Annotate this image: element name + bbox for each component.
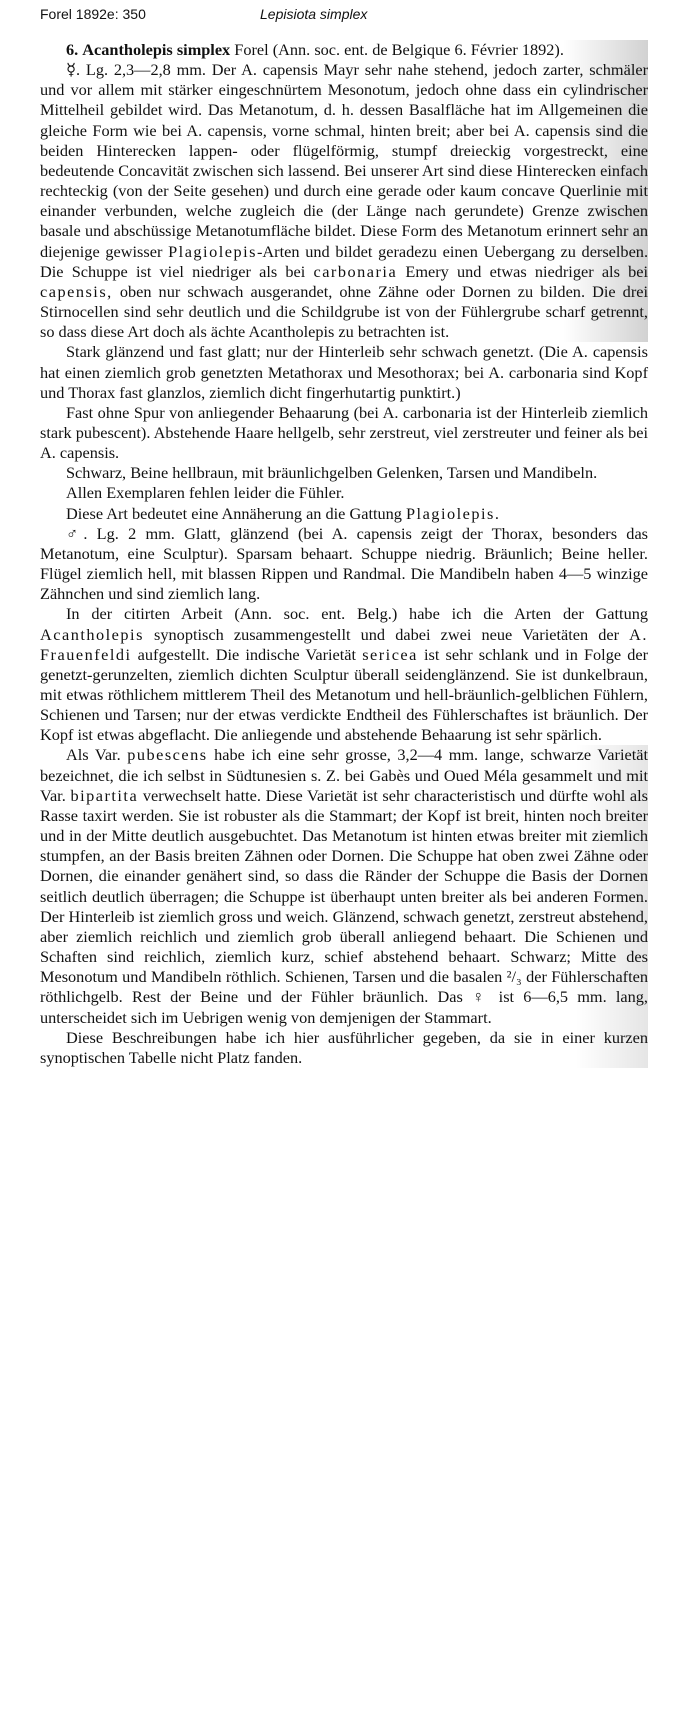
antennae-paragraph: Allen Exemplaren fehlen leider die Fühler. [66,483,345,503]
species-name: Acantholepis simplex [82,40,231,59]
page-header [40,6,640,28]
citation-reference: Forel 1892e: 350 [40,6,146,22]
affinity-genus: Plagiolepis. [406,503,501,523]
affinity-text: Diese Art bedeutet eine Annäherung an die Gattung [66,503,406,523]
genus-plagiolepis: Plagiolepis [168,241,257,261]
worker-text-1: Lg. 2,3—2,8 mm. Der A. capensis Mayr sehr nahe stehend, jedoch zarter, schmäler und vor allem mit stärker eingeschnürtem Mesonotum, jedoch ohne dass ein cylindrischer Mittelheil gebildet wird. Das Metanotum, d. h. dessen Basalfläche hat im Allgemeinen die gleiche Form wie bei A. capensis, vorne schmal, hinten breit; aber bei A. capensis sind die beiden Hinterecken lappen- oder flügelförmig, stumpf dreieckig vorgestreckt, eine bedeutende Concavität zwischen sich lassend. Bei unserer Art sind diese Hinterecken einfach rechteckig (von der Seite gesehen) und durch eine gerade oder kaum concave Querlinie mit einander verbunden, welche zugleich die (der Länge nach gerundete) Grenze zwischen basale und abschüssige Metanotumfläche bildet. Diese Form des Metanotum erinnert sehr an diejenige gewisser [40,60,648,261]
citation-text-c: aufgestellt. Die indische Varietät [131,644,363,664]
variety-pubescens: pubescens [127,745,208,765]
worker-text-2: -Arten und bildet geradezu einen Uebergang zu derselben. Die Schuppe ist viel niedriger als bei [40,241,649,281]
male-symbol: ♂. [66,523,88,543]
species-citation: Forel (Ann. soc. ent. de Belgique 6. Février 1892). [234,40,564,59]
species-carbonaria: carbonaria [313,261,398,281]
pubescens-text-c: verwechselt hatte. Diese Varietät ist sehr characteristisch und dürfte wohl als Rasse taxirt werden. Sie ist robuster als die Stammart; der Kopf ist breit, hinten noch breiter und in der Mitte deutlich ausgebuchtet. Das Metanotum ist hinten etwas breiter mit ziemlich stumpfen, an der Basis breiten Zähnen oder Dornen. Die Schuppe hat oben zwei Zähne oder Dornen, die einander genähert sind, so dass die Ränder der Schuppe die Basis der Dornen seitlich deutlich überragen; die Schuppe ist überhaupt unten breiter als bei anderen Formen. Der Hinterleib ist ziemlich gross und weich. Glänzend, schwach genetzt, zerstreut abstehend, aber ziemlich reichlich und ziemlich grob überall anliegend behaart. Die Schienen und Schaften sind reichlich, ziemlich kurz, schief abstehend behaart. Schwarz; Mitte des Mesonotum und Mandibeln röthlich. Schienen, Tarsen und die basalen ²/₃ der Fühlerschaften röthlichgelb. Rest der Beine und der Fühler bräunlich. Das ♀ ist 6—6,5 mm. lang, unterscheidet sich im Uebrigen wenig von demjenigen der Stammart. [40,785,648,1027]
worker-symbol: ☿. [66,60,81,80]
citation-paragraph [40,604,648,745]
pubescens-paragraph [40,745,648,1027]
pilosity-paragraph: Fast ohne Spur von anliegender Behaarung (bei A. carbonaria ist der Hinterleib ziemlich stark pubescent). Abstehende Haare hellgelb, sehr zerstreut, viel zerstreuter und feiner als bei A. capensis. [40,402,648,463]
pubescens-text-a: Als Var. [66,745,128,765]
worker-description [40,60,648,342]
worker-text-3: Emery und etwas niedriger als bei [397,261,648,281]
species-heading [40,40,648,60]
male-text: Lg. 2 mm. Glatt, glänzend (bei A. capensis zeigt der Thorax, besonders das Metanotum, eine Sculptur). Sparsam behaart. Schuppe niedrig. Bräunlich; Beine heller. Flügel ziemlich hell, mit blassen Rippen und Randmal. Die Mandibeln haben 4—5 winzige Zähnchen und sind ziemlich lang. [40,523,649,604]
scanned-page-body [40,40,648,1068]
species-capensis: capensis, [40,281,113,301]
worker-text-4: oben nur schwach ausgerandet, ohne Zähne oder Dornen zu bilden. Die drei Stirnocellen sind sehr deutlich und die Schildgrube ist von der Fühlergrube scharf getrennt, so dass diese Art doch als ächte Acantholepis zu betrachten ist. [40,281,648,342]
citation-text-d: ist sehr schlank und in Folge der genetzt-gerunzelten, ziemlich dichten Sculptur überall seidenglänzend. Sie ist dunkelbraun, mit etwas röthlichem mittlerem Theil des Metanotum und hell-bräunlich-gelblichen Fühlern, Schienen und Tarsen; nur der etwas verdickte Endtheil des Fühlerschaftes ist bräunlich. Der Kopf ist etwas abgeflacht. Die anliegende und abstehende Behaarung ist sehr spärlich. [40,644,648,745]
taxon-title: Lepisiota simplex [260,6,368,22]
variety-sericea: sericea [362,644,418,664]
final-paragraph: Diese Beschreibungen habe ich hier ausführlicher gegeben, da sie in einer kurzen synoptischen Tabelle nicht Platz fanden. [40,1027,648,1067]
variety-bipartita: bipartita [70,785,139,805]
color-paragraph: Schwarz, Beine hellbraun, mit bräunlichgelben Gelenken, Tarsen und Mandibeln. [66,463,598,483]
male-description [40,524,648,605]
pubescens-text-b: habe ich eine sehr grosse, 3,2—4 mm. lange, schwarze Varietät bezeichnet, die ich selbst in Südtunesien s. Z. bei Gabès und Oued Méla gesammelt und mit Var. [40,745,648,805]
genus-acantholepis: Acantholepis [40,624,144,644]
species-number: 6. [66,40,79,59]
citation-text-a: In der citirten Arbeit (Ann. soc. ent. Belg.) habe ich die Arten der Gattung [66,604,648,624]
species-frauenfeldi: A. Frauenfeldi [40,624,648,664]
citation-text-b: synoptisch zusammengestellt und dabei zwei neue Varietäten der [143,624,630,644]
sculpture-paragraph: Stark glänzend und fast glatt; nur der Hinterleib sehr schwach genetzt. (Die A. capensis hat einen ziemlich grob genetzten Metathorax und Mesothorax; bei A. carbonaria sind Kopf und Thorax fast glanzlos, ziemlich dicht fingerhutartig punktirt.) [40,342,648,402]
affinity-paragraph [40,504,648,524]
